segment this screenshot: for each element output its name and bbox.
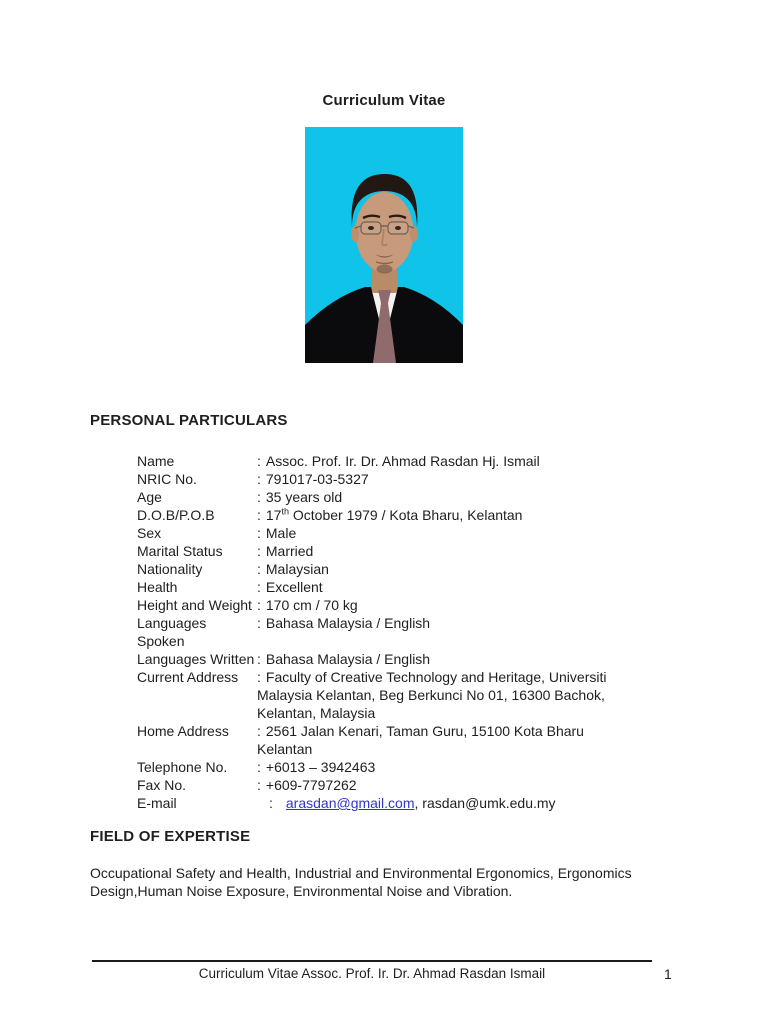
field-label: Sex xyxy=(137,525,162,541)
field-value: : Bahasa Malaysia / English xyxy=(257,615,431,631)
colon: : xyxy=(257,669,261,685)
field-value xyxy=(257,794,722,812)
address-line: Kelantan, Malaysia xyxy=(257,705,376,721)
footer-rule xyxy=(92,960,652,962)
colon: : xyxy=(257,543,261,559)
particulars-row-fax xyxy=(137,776,722,794)
colon: : xyxy=(257,651,261,667)
address-line: Malaysia Kelantan, Beg Berkunci No 01, 16300 Bachok, xyxy=(257,687,605,703)
field-label: Name xyxy=(137,453,175,469)
field-value: : Excellent xyxy=(257,579,323,595)
expertise-line: Occupational Safety and Health, Industrial and Environmental Ergonomics, Ergonomics xyxy=(90,865,632,881)
colon: : xyxy=(257,579,261,595)
colon: : xyxy=(257,723,261,739)
colon: : xyxy=(257,489,261,505)
particulars-row-current-address xyxy=(137,668,722,722)
field-value: : Married xyxy=(257,543,314,559)
field-label: Health xyxy=(137,579,178,595)
colon: : xyxy=(257,615,261,631)
field-label: E-mail xyxy=(137,795,177,811)
field-value xyxy=(257,668,722,722)
field-value: : +6013 – 3942463 xyxy=(257,759,376,775)
field-value: : 17th October 1979 / Kota Bharu, Kelantan xyxy=(257,506,523,523)
particulars-row-nationality xyxy=(137,560,722,578)
particulars-row-telephone xyxy=(137,758,722,776)
field-value: : Malaysian xyxy=(257,561,329,577)
email-secondary: , rasdan@umk.edu.my xyxy=(414,795,556,811)
ordinal-suffix: th xyxy=(281,506,289,517)
document-title: Curriculum Vitae xyxy=(322,92,446,109)
field-value: : +609-7797262 xyxy=(257,777,357,793)
field-label: Height and Weight xyxy=(137,597,252,613)
field-label: Languages Spoken xyxy=(137,615,207,649)
section-heading-personal-particulars: PERSONAL PARTICULARS xyxy=(90,412,288,429)
field-value: : 791017-03-5327 xyxy=(257,471,369,487)
particulars-row-name xyxy=(137,452,722,470)
particulars-row-age xyxy=(137,488,722,506)
portrait-illustration xyxy=(305,127,463,363)
field-value xyxy=(257,722,722,758)
field-value: : Male xyxy=(257,525,297,541)
address-line: : Faculty of Creative Technology and Heritage, Universiti xyxy=(257,669,607,685)
particulars-row-height-weight xyxy=(137,596,722,614)
colon: : xyxy=(257,777,261,793)
colon: : xyxy=(257,453,261,469)
particulars-row-marital-status xyxy=(137,542,722,560)
colon: : xyxy=(269,795,273,811)
field-label: Languages Written xyxy=(137,651,255,667)
glasses-left-lens xyxy=(361,222,381,234)
particulars-row-health xyxy=(137,578,722,596)
email-link[interactable]: arasdan@gmail.com xyxy=(285,795,415,811)
expertise-line: Design,Human Noise Exposure, Environmental Noise and Vibration. xyxy=(90,883,513,899)
particulars-row-languages-written xyxy=(137,650,722,668)
profile-photo xyxy=(305,127,463,363)
field-of-expertise-text xyxy=(90,864,690,900)
page-number: 1 xyxy=(664,966,672,982)
field-value: : Assoc. Prof. Ir. Dr. Ahmad Rasdan Hj. Ismail xyxy=(257,453,540,469)
colon: : xyxy=(257,471,261,487)
field-label: Home Address xyxy=(137,723,229,739)
particulars-row-languages-spoken xyxy=(137,614,722,650)
personal-particulars-list xyxy=(137,452,722,812)
colon: : xyxy=(257,561,261,577)
particulars-row-dob xyxy=(137,506,722,524)
field-label: NRIC No. xyxy=(137,471,197,487)
footer-title: Curriculum Vitae Assoc. Prof. Ir. Dr. Ahmad Rasdan Ismail xyxy=(198,966,546,981)
address-line: : 2561 Jalan Kenari, Taman Guru, 15100 Kota Bharu xyxy=(257,723,584,739)
field-label: Current Address xyxy=(137,669,239,685)
colon: : xyxy=(257,525,261,541)
particulars-row-email xyxy=(137,794,722,812)
field-label: Telephone No. xyxy=(137,759,228,775)
glasses-right-lens xyxy=(388,222,408,234)
colon: : xyxy=(257,507,261,523)
particulars-row-home-address xyxy=(137,722,722,758)
field-label: Fax No. xyxy=(137,777,187,793)
colon: : xyxy=(257,759,261,775)
ear-right xyxy=(410,226,418,242)
field-value: : Bahasa Malaysia / English xyxy=(257,651,431,667)
colon: : xyxy=(257,597,261,613)
field-label: Age xyxy=(137,489,162,505)
field-label: D.O.B/P.O.B xyxy=(137,507,215,523)
field-value: : 35 years old xyxy=(257,489,343,505)
address-line: Kelantan xyxy=(257,741,313,757)
field-label: Nationality xyxy=(137,561,203,577)
goatee xyxy=(377,265,393,274)
section-heading-field-of-expertise: FIELD OF EXPERTISE xyxy=(90,828,251,845)
ear-left xyxy=(351,226,359,242)
particulars-row-nric xyxy=(137,470,722,488)
field-label: Marital Status xyxy=(137,543,223,559)
field-value: : 170 cm / 70 kg xyxy=(257,597,358,613)
particulars-row-sex xyxy=(137,524,722,542)
